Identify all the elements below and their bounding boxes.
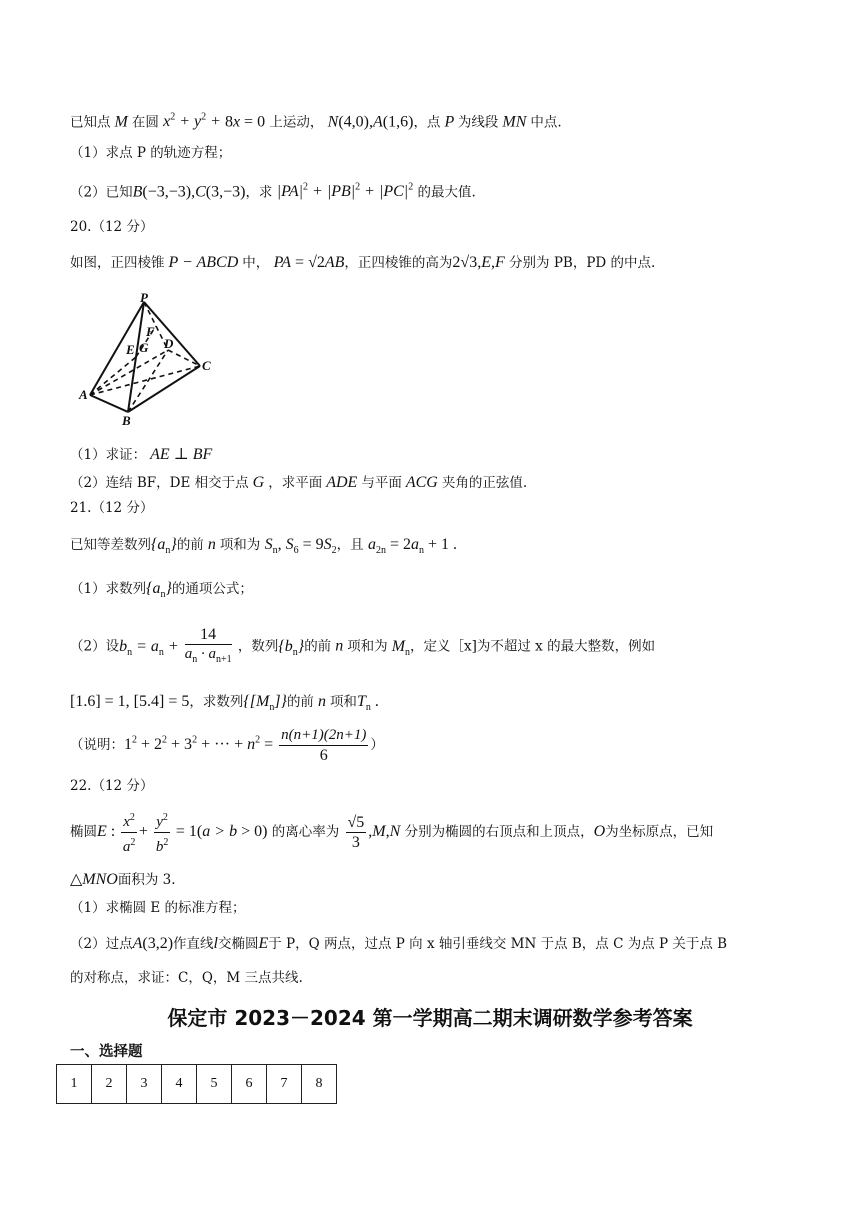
label-f: F [146, 324, 155, 339]
answer-cell: 7 [267, 1065, 302, 1104]
q21-stem: 已知等差数列$\{a_n\}$的前 n 项和为 $S_n$, $S_6 = 9S_2$，且 $a_{2n} = 2a_n + 1$ . [70, 536, 457, 557]
q21-part1: （1）求数列$\{a_n\}$的通项公式； [70, 580, 253, 601]
q22-part1: （1）求椭圆 E 的标准方程； [70, 900, 246, 916]
answer-title: 保定市 2023－2024 第一学期高二期末调研数学参考答案 [167, 1006, 693, 1030]
q19-part2: （2）已知B(−3,−3),C(3,−3)，求 $|PA|^2 + |PB|^2 + |PC|^2$ 的最大值. [70, 182, 476, 201]
q21-part2-cont: [1.6] = 1, [5.4] = 5，求数列$\{[M_n]\}$的前 n 项和$T_n$ . [70, 693, 379, 714]
q20-stem: 如图，正四棱锥 P − ABCD 中， PA = √2AB，正四棱锥的高为2√3,E,F 分别为 PB，PD 的中点. [70, 254, 656, 271]
q19-part1: （1）求点 P 的轨迹方程； [70, 145, 232, 161]
q21-heading: 21.（12 分） [70, 500, 154, 516]
q22-heading: 22.（12 分） [70, 778, 154, 794]
q21-note: （说明：$1^2 + 2^2 + 3^2$ + ··· + $n^2$ = $\frac{n(n+1)(2n+1)}{6}$ ） [70, 727, 384, 764]
answer-cell: 5 [197, 1065, 232, 1104]
q20-part2: （2）连结 BF，DE 相交于点 G ，求平面 ADE 与平面 ACG 夹角的正弦值. [70, 474, 528, 491]
label-e: E [126, 342, 135, 357]
section-heading: 一、选择题 [70, 1044, 143, 1060]
label-d: D [164, 336, 174, 351]
answer-cell: 2 [92, 1065, 127, 1104]
answer-cell: 1 [57, 1065, 92, 1104]
q19-stem: 已知点 M 在圆 $x^2 + y^2 + 8x = 0$ 上运动， N(4,0),A(1,6)，点 P 为线段 MN 中点. [70, 112, 562, 131]
q22-stem: 椭圆E : $\frac{x^2}{a^2}$ + $\frac{y^2}{b^2}$ = 1(a > b > 0) 的离心率为 $\frac{√5}{3}$ ,M,N 分别为椭圆的右顶点和上顶点，O为坐标原点，已知 [70, 808, 820, 858]
q20-part1: （1）求证： AE ⊥ BF [70, 446, 213, 463]
answer-table [56, 1064, 337, 1104]
pyramid-figure [76, 292, 246, 427]
q20-heading: 20.（12 分） [70, 219, 154, 235]
q22-stem-cont: △MNO面积为 3. [70, 871, 176, 888]
label-p: P [140, 292, 148, 305]
answer-cell: 4 [162, 1065, 197, 1104]
answer-cell: 8 [302, 1065, 337, 1104]
q22-part2-cont: 的对称点，求证：C，Q，M 三点共线. [70, 970, 303, 986]
label-b: B [122, 413, 131, 427]
label-g: G [139, 340, 149, 355]
label-a: A [79, 387, 88, 402]
answer-cell: 3 [127, 1065, 162, 1104]
q21-part2: （2）设$b_n = a_n$ + $\frac{14}{a_n \cdot a_{n+1}}$ ，数列$\{b_n\}$的前 n 项和为 $M_n$，定义［x]为不超过 x 的最大整数，例如 [70, 626, 656, 665]
q22-part2: （2）过点A(3,2)作直线l交椭圆E于 P，Q 两点，过点 P 向 x 轴引垂线交 MN 于点 B，点 C 为点 P 关于点 B [70, 935, 728, 952]
label-c: C [202, 358, 211, 373]
answer-cell: 6 [232, 1065, 267, 1104]
